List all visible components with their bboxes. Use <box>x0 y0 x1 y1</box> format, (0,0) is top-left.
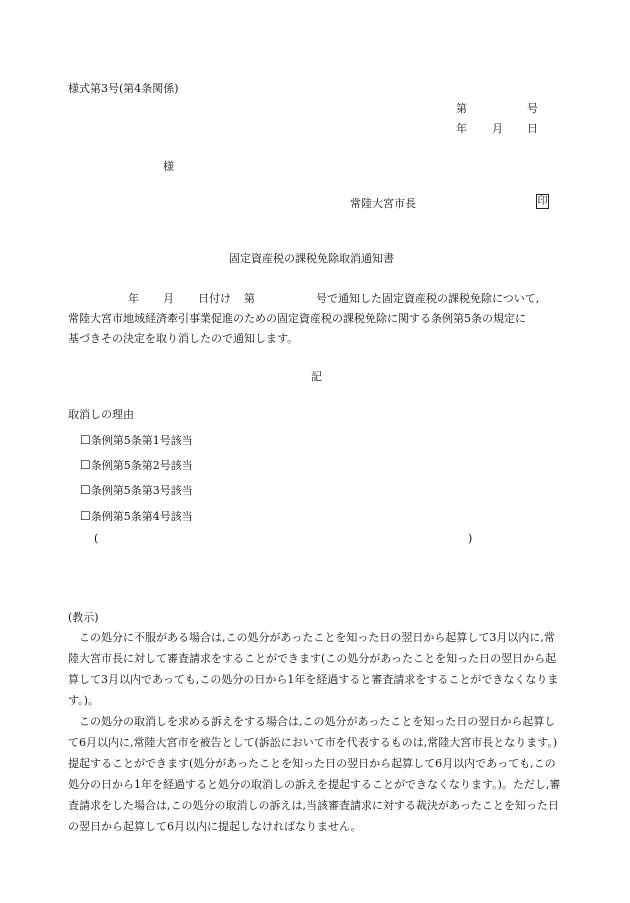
body-line3: 基づきその決定を取り消したので通知します。 <box>68 332 299 345</box>
body-line1-year: 年 <box>128 292 139 305</box>
body-line1-rest: 号で通知した固定資産税の課税免除について, <box>316 292 540 305</box>
reason-item-text: 条例第5条第4号該当 <box>90 510 193 523</box>
reason-item-text: 条例第5条第1号該当 <box>90 434 193 447</box>
checkbox-icon: ☐ <box>80 483 91 497</box>
notice-heading: (教示) <box>68 611 99 624</box>
reason-paren-open: ( <box>94 532 99 545</box>
doc-number-prefix: 第 <box>456 102 467 115</box>
addressee-suffix: 様 <box>163 160 174 173</box>
reason-item <box>80 457 193 473</box>
date-month: 月 <box>492 122 503 135</box>
date-day: 日 <box>527 122 538 135</box>
body-line1-month: 月 <box>163 292 174 305</box>
date-year: 年 <box>456 122 467 135</box>
checkbox-icon: ☐ <box>80 433 91 447</box>
body-line1-number-prefix: 第 <box>244 292 255 305</box>
reason-paren-close: ) <box>468 532 473 545</box>
body-line2: 常陸大宮市地域経済牽引事業促進のための固定資産税の課税免除に関する条例第5条の規定に <box>68 312 526 325</box>
reason-item <box>80 508 193 524</box>
reason-item-text: 条例第5条第3号該当 <box>90 484 193 497</box>
seal-mark: 印 <box>537 196 548 207</box>
form-id: 様式第3号(第4条関係) <box>68 82 179 95</box>
reason-item-text: 条例第5条第2号該当 <box>90 459 193 472</box>
doc-number-suffix: 号 <box>527 102 538 115</box>
checkbox-icon: ☐ <box>80 509 91 523</box>
ki-marker: 記 <box>311 370 322 383</box>
checkbox-icon: ☐ <box>80 458 91 472</box>
notice-paragraph-2: この処分の取消しを求める訴えをする場合は,この処分があったことを知った日の翌日から起算して6月以内に,常陸大宮市を被告として(訴訟において市を代表するものは,常陸大宮市長となります。)提起することができます(処分があったことを知った日の翌日から起算して6月以内であっても,この処分の日から1年を経過すると処分の取消しの訴えを提起することができなくなります。)。ただし,審査請求をした場合は,この処分の取消しの訴えは,当該審査請求に対する裁決があったことを知った日の翌日から起算して6月以内に提起しなければなりません。 <box>68 715 561 833</box>
reason-label: 取消しの理由 <box>68 408 134 421</box>
reason-item <box>80 482 193 498</box>
issuer-title: 常陸大宮市長 <box>350 197 416 210</box>
notice-body <box>68 627 562 837</box>
body-line1-date-suffix: 日付け <box>198 292 231 305</box>
reason-item <box>80 432 193 448</box>
notice-paragraph-1: この処分に不服がある場合は,この処分があったことを知った日の翌日から起算して3月以内に,常陸大宮市長に対して審査請求をすることができます(この処分があったことを知った日の翌日から起算して3月以内であっても,この処分の日から1年を経過すると審査請求をすることができなくなります。)。 <box>68 631 559 707</box>
issuer-seal <box>532 194 549 209</box>
document-title: 固定資産税の課税免除取消通知書 <box>229 252 394 265</box>
